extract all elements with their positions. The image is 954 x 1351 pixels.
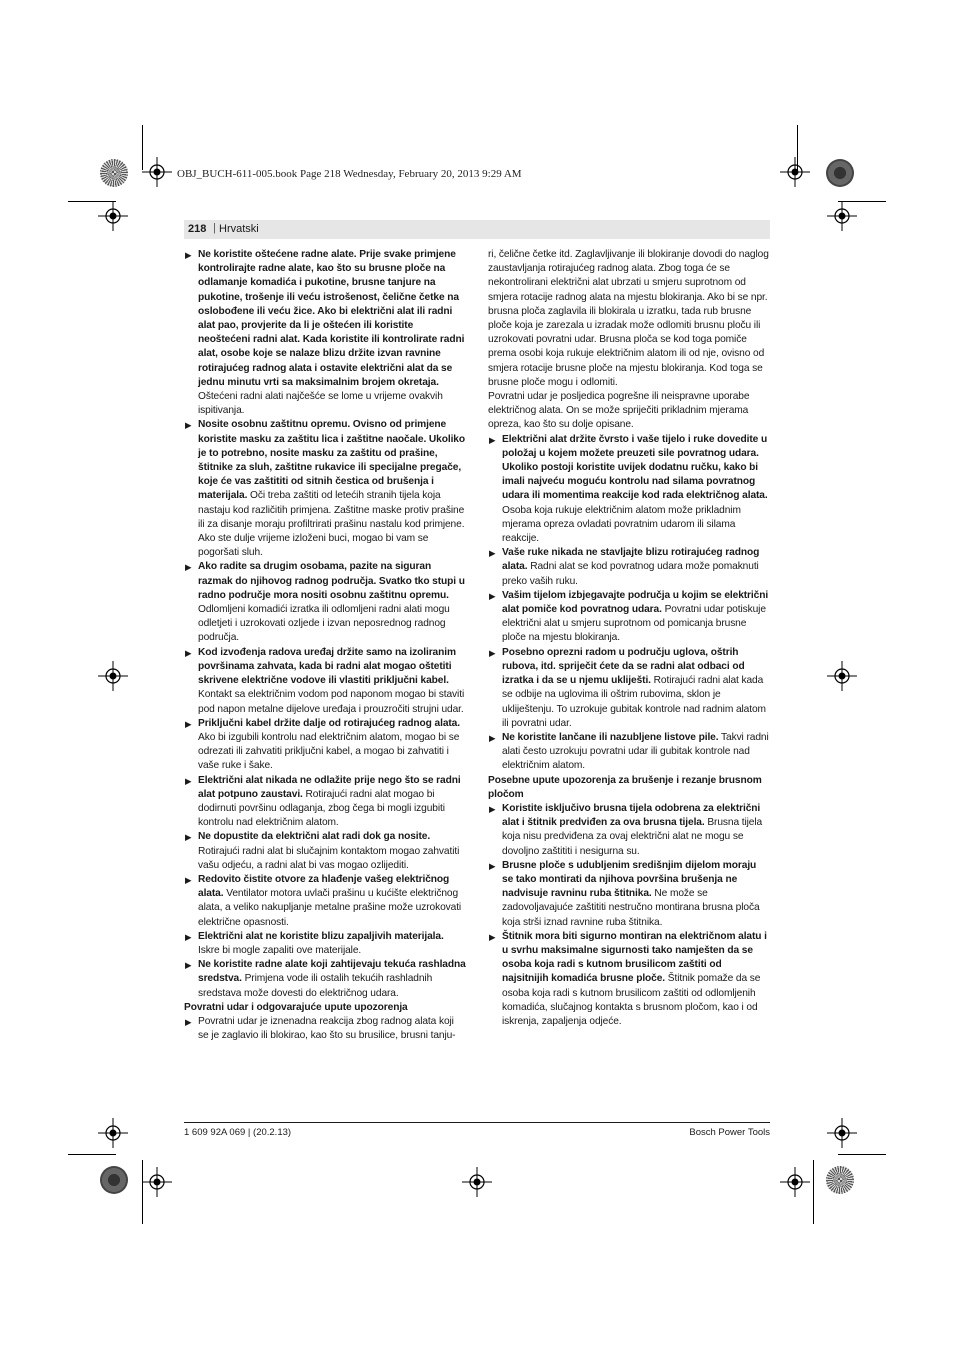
warning-explanation: Odlomljeni komadići izratka ili odlomljeni radni alati mogu odletjeti i uzrokovati ozljede i izvan neposrednog radnog područja.	[198, 604, 450, 644]
warning-item	[488, 546, 770, 589]
warning-item	[488, 589, 770, 646]
warning-item	[488, 930, 770, 1029]
warning-explanation: Ventilator motora uvlači prašinu u kućište električnog alata, a veliko nakupljanje metalne prašine može uzrokovati električne opasnosti.	[198, 888, 462, 928]
warning-item	[184, 830, 466, 873]
warning-item	[184, 958, 466, 1001]
warning-item	[184, 873, 466, 930]
warning-item	[488, 802, 770, 859]
warning-explanation: Kontakt sa električnim vodom pod naponom mogao bi staviti pod napon metalne dijelove uređaja i prouzročiti strujni udar.	[198, 689, 465, 715]
warning-explanation: Primjena vode ili ostalih tekućih rashladnih sredstava može dovesti do električnog udara.	[198, 973, 433, 999]
warning-instruction: Priključni kabel držite dalje od rotirajućeg radnog alata.	[198, 717, 460, 729]
warning-explanation: Iskre bi mogle zapaliti ove materijale.	[198, 944, 362, 956]
bullet-triangle-icon: ▶	[489, 732, 496, 743]
registration-mark-icon	[827, 201, 857, 231]
bullet-triangle-icon: ▶	[185, 931, 192, 942]
warning-instruction: Redovito čistite otvore za hlađenje vašeg električnog alata.	[198, 873, 450, 900]
right-column	[488, 248, 770, 1029]
crop-mark	[813, 1160, 814, 1224]
warning-explanation: Povratni udar potiskuje električni alat u smjeru suprotnom od pomicanja brusne ploče na mjestu blokiranja.	[502, 604, 766, 644]
color-target-icon	[100, 1166, 128, 1194]
warning-instruction: Brusne ploče s udubljenim središnjim dijelom moraju se tako montirati da njihova površina brušenja ne nadvisuje ravninu ruba štitnika.	[502, 859, 757, 900]
warning-instruction: Vašim tijelom izbjegavajte područja u kojim se električni alat pomiče kod povratnog udara.	[502, 589, 769, 616]
bullet-triangle-icon: ▶	[185, 647, 192, 658]
bullet-triangle-icon: ▶	[185, 960, 192, 971]
left-column	[184, 248, 466, 1043]
warning-item	[488, 731, 770, 774]
warning-instruction: Ne dopustite da električni alat radi dok ga nosite.	[198, 831, 431, 843]
crop-mark	[838, 1154, 886, 1155]
bullet-triangle-icon: ▶	[185, 562, 192, 573]
registration-mark-icon	[462, 1167, 492, 1197]
bullet-triangle-icon: ▶	[489, 803, 496, 814]
warning-instruction: Koristite isključivo brusna tijela odobrena za električni alat i štitnik predviđen za ova brusna tijela.	[502, 802, 761, 829]
paragraph: ri, čelične četke itd. Zaglavljivanje ili blokiranje dovodi do naglog zaustavljanja rotirajućeg radnog alata. Zbog toga će se nekontrolirani električni alat ubrzati u smjeru suprotnom od smjera rotacije radnog alata na mjestu blokiranja. Ako bi se npr. brusna ploča zaglavila ili blokirala u izratku, tada rub brusne ploče koja je zarezala u izradak može odlomiti brusnu ploču ili uzrokovati povratni udar. Brusna ploča se kod toga pomiče prema osobi koja rukuje električnim alatom ili od nje, ovisno od smjera rotacije brusne ploče na mjestu blokiranja. Kod toga se brusne ploče mogu i odlomiti.	[488, 249, 769, 388]
section-heading: Posebne upute upozorenja za brušenje i rezanje brusnom pločom	[488, 774, 762, 800]
warning-explanation: Štitnik pomaže da se osoba koja radi s kutnom brusilicom zaštiti od odlomljenih komadića, slučajnog kontakta s brusnom pločom, kao i od iskrenja, zapaljenja odjeće.	[502, 973, 761, 1027]
page-header-band	[184, 220, 770, 239]
warning-item	[184, 774, 466, 831]
warning-explanation: Povratni udar je iznenadna reakcija zbog radnog alata koji se je zaglavio ili blokirao, kao što su brusilice, brusni tanju-	[198, 1015, 456, 1042]
registration-mark-icon	[142, 157, 172, 187]
warning-explanation: Brusna tijela koja nisu predviđena za ovaj električni alat ne mogu se dovoljno zaštititi i nesigurna su.	[502, 817, 763, 857]
bullet-triangle-icon: ▶	[489, 590, 496, 601]
page-number: 218	[188, 223, 207, 235]
warning-item	[184, 717, 466, 774]
paragraph: Povratni udar je posljedica pogrešne ili neispravne uporabe električnog alata. On se može spriječiti prikladnim mjerama opreza, kao što su dolje opisane.	[488, 391, 750, 431]
warning-instruction: Električni alat nikada ne odlažite prije nego što se radni alat potpuno zaustavi.	[198, 774, 461, 800]
warning-explanation: Radni alat se kod povratnog udara može pomaknuti preko vaših ruku.	[502, 561, 759, 587]
page-header-separator: |	[213, 222, 216, 234]
warning-item	[184, 560, 466, 645]
registration-mark-icon	[98, 201, 128, 231]
registration-mark-icon	[827, 1118, 857, 1148]
warning-item	[488, 646, 770, 731]
bullet-triangle-icon: ▶	[489, 647, 496, 658]
warning-explanation: Rotirajući radni alat kada se odbije na uglovima ili oštrim rubovima, sklon je ukliještenju. To uzrokuje gubitak kontrole nad radnim alatom ili povratni udar.	[502, 675, 766, 729]
warning-instruction: Ako radite sa drugim osobama, pazite na siguran razmak do njihovog radnog područja. Svatko tko stupi u radno područje mora nositi osobnu zaštitnu opremu.	[198, 561, 465, 601]
bullet-triangle-icon: ▶	[185, 874, 192, 885]
warning-instruction: Kod izvođenja radova uređaj držite samo na izoliranim površinama zahvata, kada bi radni alat mogao oštetiti skrivene električne vodove ili vlastiti priključni kabel.	[198, 646, 456, 687]
warning-instruction: Ne koristite radne alate koji zahtijevaju tekuća rashladna sredstva.	[198, 959, 466, 985]
warning-explanation: Oštećeni radni alati najčešće se lome u vrijeme ovakvih ispitivanja.	[198, 391, 443, 417]
warning-instruction: Ne koristite oštećene radne alate. Prije svake primjene kontrolirajte radne alate, kao što su brusne ploče na odlamanje komadića i pukotine, brusne tanjure na pukotine, trošenje ili veću istrošenost, čelične četke na oslobođene ili veću žice. Ako bi električni alat ili radni alat pao, provjerite da li je oštećen ili koristite neoštećeni radni alat. Kada koristite ili kontrolirate radni alat, osobe koje se nalaze blizu držite izvan ravnine rotirajućeg radnog alata i ostavite električni alat da se jednu minutu vrti sa maksimalnim brojem okretaja.	[198, 249, 465, 388]
print-header: OBJ_BUCH-611-005.book Page 218 Wednesday, February 20, 2013 9:29 AM	[177, 168, 522, 180]
warning-instruction: Posebno oprezni radom u području uglova, oštrih rubova, itd. spriječit ćete da se radni alat odbaci od izratka i da se u njemu ukliješti.	[502, 646, 745, 687]
registration-mark-icon	[827, 661, 857, 691]
bullet-triangle-icon: ▶	[185, 832, 192, 843]
bullet-triangle-icon: ▶	[489, 548, 496, 559]
warning-instruction: Vaše ruke nikada ne stavljajte blizu rotirajućeg radnog alata.	[502, 547, 760, 573]
warning-explanation: Ako bi izgubili kontrolu nad električnim alatom, mogao bi se odrezati ili zahvatiti priključni kabel, a mogao bi zahvatiti i vaše ruke i šake.	[198, 731, 460, 772]
warning-explanation: Rotirajući radni alat bi slučajnim kontaktom mogao zahvatiti vašu odjeću, a radni alat bi vas mogao ozlijediti.	[198, 845, 460, 871]
warning-explanation: Ne može se zadovoljavajuće zaštititi nestručno montirana brusna ploča koja strši iznad ravnine ruba štitnika.	[502, 888, 760, 928]
warning-item	[184, 248, 466, 418]
bullet-triangle-icon: ▶	[185, 250, 192, 260]
footer-rule	[184, 1122, 770, 1123]
warning-item	[488, 433, 770, 547]
bullet-triangle-icon: ▶	[489, 931, 496, 942]
bullet-triangle-icon: ▶	[185, 420, 192, 431]
warning-explanation: Takvi radni alati često uzrokuju povratni udar ili gubitak kontrole nad električnim alatom.	[502, 731, 769, 772]
warning-item	[184, 418, 466, 560]
warning-item	[184, 1015, 466, 1043]
bullet-triangle-icon: ▶	[489, 434, 496, 445]
registration-mark-icon	[780, 157, 810, 187]
warning-explanation: Rotirajući radni alat mogao bi dodirnuti površinu odlaganja, zbog čega bi mogli izgubiti kontrolu nad električnim alatom.	[198, 788, 445, 829]
color-target-icon	[826, 1166, 854, 1194]
warning-explanation: Oči treba zaštiti od letećih stranih tijela koja nastaju kod različitih primjena. Zaštitne maske protiv prašine ili za disanje moraju profiltrirati prašinu nastalu kod primjene. Ako ste dulje vrijeme izloženi buci, mogao bi vam se pogoršati sluh.	[198, 490, 465, 559]
bullet-triangle-icon: ▶	[185, 718, 192, 729]
warning-instruction: Ne koristite lančane ili nazubljene listove pile.	[502, 731, 719, 743]
registration-mark-icon	[98, 661, 128, 691]
bullet-triangle-icon: ▶	[185, 775, 192, 786]
registration-mark-icon	[142, 1167, 172, 1197]
warning-instruction: Štitnik mora biti sigurno montiran na električnom alatu i u svrhu maksimalne sigurnosti tako namješten da se osoba koja radi s kutnom brusilicom zaštiti od najsitnijih komadića brusne ploče.	[502, 930, 767, 985]
warning-item	[184, 646, 466, 717]
warning-explanation: Osoba koja rukuje električnim alatom može prikladnim mjerama opreza ovladati povratnim udarom ili silama reakcije.	[502, 504, 741, 545]
warning-instruction: Nosite osobnu zaštitnu opremu. Ovisno od primjene koristite masku za zaštitu lica i zaštitne naočale. Ukoliko je to potrebno, nosite masku za zaštitu od prašine, štitnike za sluh, zaštitne rukavice ili specijalne pregače, koje će vas zaštititi od sitnih čestica od brušenja i materijala.	[198, 419, 465, 502]
section-heading: Povratni udar i odgovarajuće upute upozorenja	[184, 1001, 408, 1013]
color-target-icon	[826, 159, 854, 187]
warning-item	[488, 859, 770, 930]
warning-instruction: Električni alat držite čvrsto i vaše tijelo i ruke dovedite u položaj u kojem možete preuzeti sile povratnog udara. Ukoliko postoji koristite uvijek dodatnu ručku, kako bi imali najveću moguću kontrolu nad silama povratnog udara ili momentima reakcije kod rada električnog alata.	[502, 433, 768, 502]
footer-brand: Bosch Power Tools	[689, 1127, 770, 1138]
page-language: Hrvatski	[219, 223, 259, 235]
bullet-triangle-icon: ▶	[185, 1016, 192, 1027]
warning-item	[184, 930, 466, 958]
footer-document-number: 1 609 92A 069 | (20.2.13)	[184, 1127, 292, 1138]
color-target-icon	[100, 159, 128, 187]
registration-mark-icon	[780, 1167, 810, 1197]
warning-instruction: Električni alat ne koristite blizu zapaljivih materijala.	[198, 930, 444, 942]
registration-mark-icon	[98, 1118, 128, 1148]
bullet-triangle-icon: ▶	[489, 860, 496, 871]
crop-mark	[68, 1154, 116, 1155]
